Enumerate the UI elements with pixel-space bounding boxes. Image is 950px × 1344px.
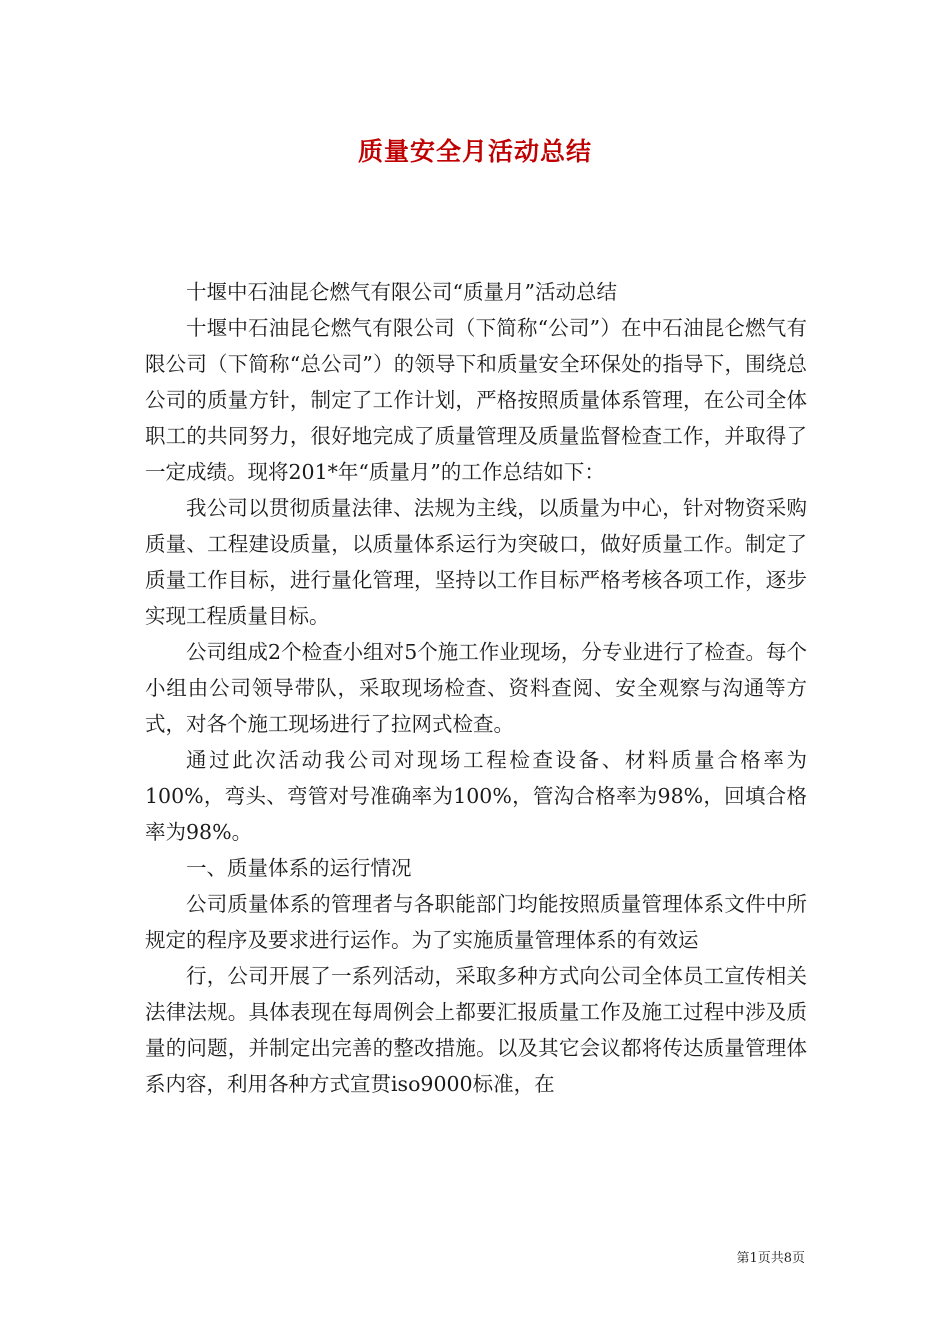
subtitle-paragraph: 十堰中石油昆仑燃气有限公司“质量月”活动总结 [186, 280, 617, 304]
intro-paragraph: 十堰中石油昆仑燃气有限公司（下简称“公司”）在中石油昆仑燃气有限公司（下简称“总公司”）的领导下和质量安全环保处的指导下，围绕总公司的质量方针，制定了工作计划，严格按照质量体系管理，在公司全体职工的共同努力，很好地完成了质量管理及质量监督检查工作，并取得了一定成绩。现将201*年“质量月”的工作总结如下： [145, 316, 807, 484]
document-body [145, 274, 807, 1102]
document-title: 质量安全月活动总结 [357, 137, 592, 166]
results-paragraph: 通过此次活动我公司对现场工程检查设备、材料质量合格率为100%，弯头、弯管对号准确率为100%，管沟合格率为98%，回填合格率为98%。 [145, 748, 807, 844]
activities-paragraph: 行，公司开展了一系列活动，采取多种方式向公司全体员工宣传相关法律法规。具体表现在每周例会上都要汇报质量工作及施工过程中涉及质量的问题，并制定出完善的整改措施。以及其它会议都将传达质量管理体系内容，利用各种方式宣贯iso9000标准，在 [145, 964, 807, 1096]
quality-goal-paragraph: 我公司以贯彻质量法律、法规为主线，以质量为中心，针对物资采购质量、工程建设质量，以质量体系运行为突破口，做好质量工作。制定了质量工作目标，进行量化管理，坚持以工作目标严格考核各项工作，逐步实现工程质量目标。 [145, 496, 807, 628]
inspection-paragraph: 公司组成2个检查小组对5个施工作业现场，分专业进行了检查。每个小组由公司领导带队，采取现场检查、资料查阅、安全观察与沟通等方式，对各个施工现场进行了拉网式检查。 [145, 640, 807, 736]
system-paragraph: 公司质量体系的管理者与各职能部门均能按照质量管理体系文件中所规定的程序及要求进行运作。为了实施质量管理体系的有效运 [145, 892, 807, 952]
section-heading: 一、质量体系的运行情况 [186, 856, 412, 880]
page-number: 第1页共8页 [736, 1251, 805, 1266]
